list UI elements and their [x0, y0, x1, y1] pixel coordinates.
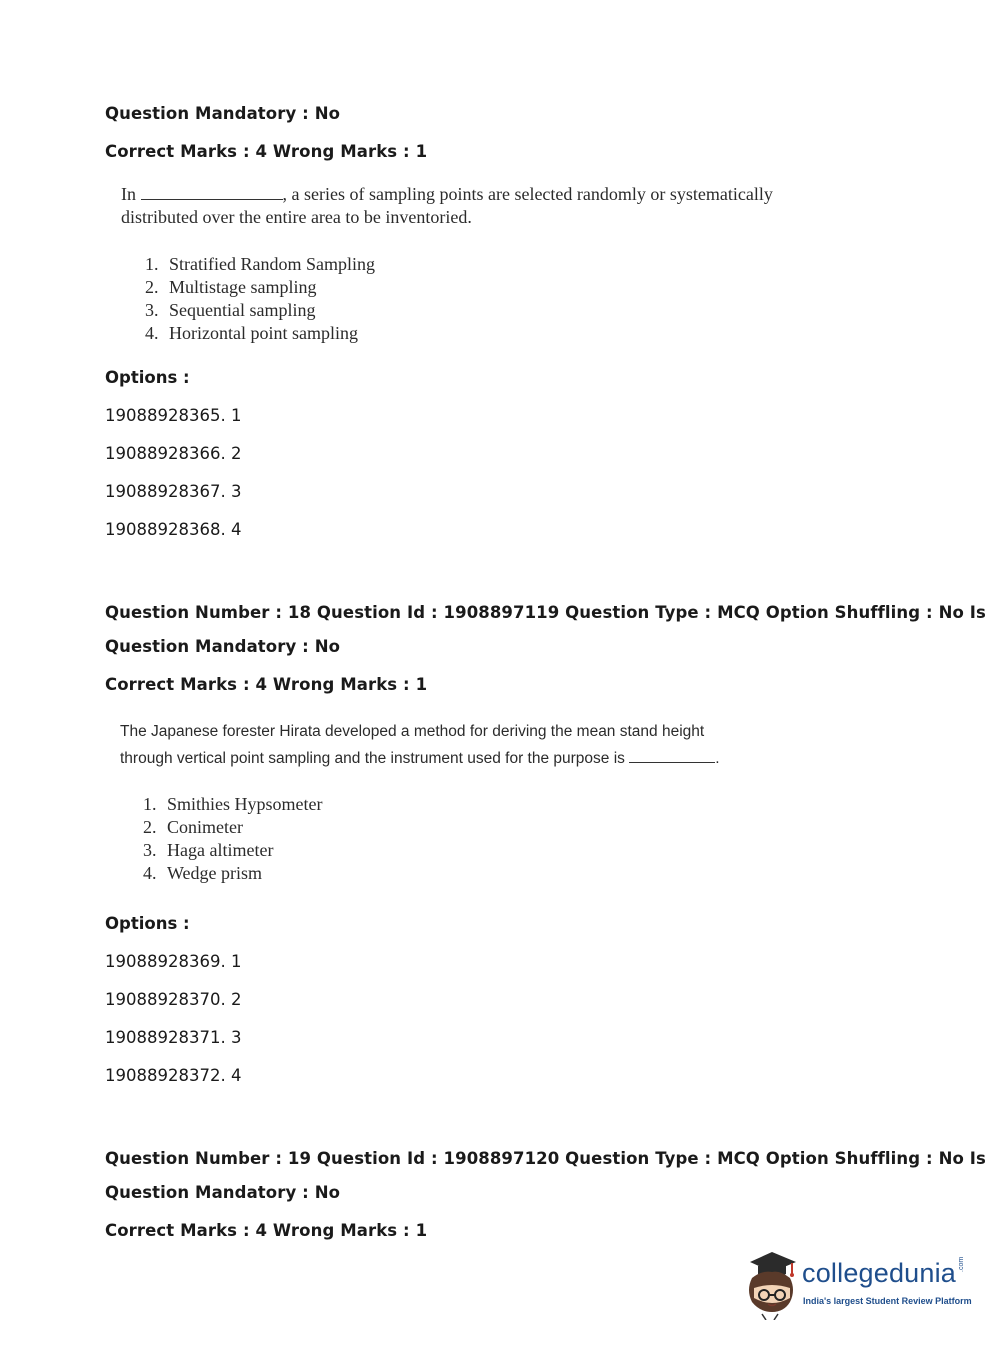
- q17-blank: [141, 185, 283, 200]
- logo-tagline: India's largest Student Review Platform: [803, 1296, 972, 1306]
- q18-header: Question Number : 18 Question Id : 1908897119 Question Type : MCQ Option Shuffling : No Is: [105, 603, 986, 622]
- q18-option-4: 19088928372. 4: [105, 1066, 242, 1085]
- q17-choice-1: 1. Stratified Random Sampling: [145, 254, 375, 274]
- q17-choice-4: 4. Horizontal point sampling: [145, 323, 358, 343]
- q18-option-2: 19088928370. 2: [105, 990, 242, 1009]
- logo-wordmark: collegedunia: [802, 1258, 957, 1288]
- q18-options-label: Options :: [105, 914, 190, 933]
- q17-choice-3: 3. Sequential sampling: [145, 300, 316, 320]
- q18-blank: [629, 748, 715, 763]
- q18-stem-line1: The Japanese forester Hirata developed a method for deriving the mean stand height: [120, 723, 705, 740]
- q18-question-image: [120, 723, 740, 893]
- q18-choice-3: 3. Haga altimeter: [143, 840, 274, 860]
- q19-mandatory: Question Mandatory : No: [105, 1183, 341, 1202]
- q18-choice-1: 1. Smithies Hypsometer: [143, 794, 323, 814]
- q18-option-3: 19088928371. 3: [105, 1028, 242, 1047]
- q17-mandatory: Question Mandatory : No: [105, 104, 341, 123]
- q18-stem-end: .: [715, 750, 720, 767]
- q18-stem-line2: through vertical point sampling and the instrument used for the purpose is: [120, 750, 625, 767]
- q18-choice-2: 2. Conimeter: [143, 817, 243, 837]
- q18-mandatory: Question Mandatory : No: [105, 637, 341, 656]
- q17-options-label: Options :: [105, 368, 190, 387]
- q19-marks: Correct Marks : 4 Wrong Marks : 1: [105, 1221, 428, 1240]
- q17-option-4: 19088928368. 4: [105, 520, 242, 539]
- q18-marks: Correct Marks : 4 Wrong Marks : 1: [105, 675, 428, 694]
- collegedunia-logo[interactable]: [740, 1248, 970, 1320]
- q17-stem-prefix: In: [121, 184, 136, 204]
- q17-option-3: 19088928367. 3: [105, 482, 242, 501]
- mascot-icon: [740, 1248, 802, 1320]
- q17-stem-rest: , a series of sampling points are selected randomly or systematically: [282, 184, 773, 204]
- q19-header: Question Number : 19 Question Id : 1908897120 Question Type : MCQ Option Shuffling : No Is: [105, 1149, 986, 1168]
- q18-option-1: 19088928369. 1: [105, 952, 242, 971]
- q17-option-2: 19088928366. 2: [105, 444, 242, 463]
- q17-marks: Correct Marks : 4 Wrong Marks : 1: [105, 142, 428, 161]
- q17-stem-line2: distributed over the entire area to be inventoried.: [121, 207, 472, 227]
- q18-choice-4: 4. Wedge prism: [143, 863, 263, 883]
- logo-suffix: .com: [958, 1256, 965, 1272]
- q17-option-1: 19088928365. 1: [105, 406, 242, 425]
- q17-choice-2: 2. Multistage sampling: [145, 277, 317, 297]
- q17-question-image: [121, 184, 773, 354]
